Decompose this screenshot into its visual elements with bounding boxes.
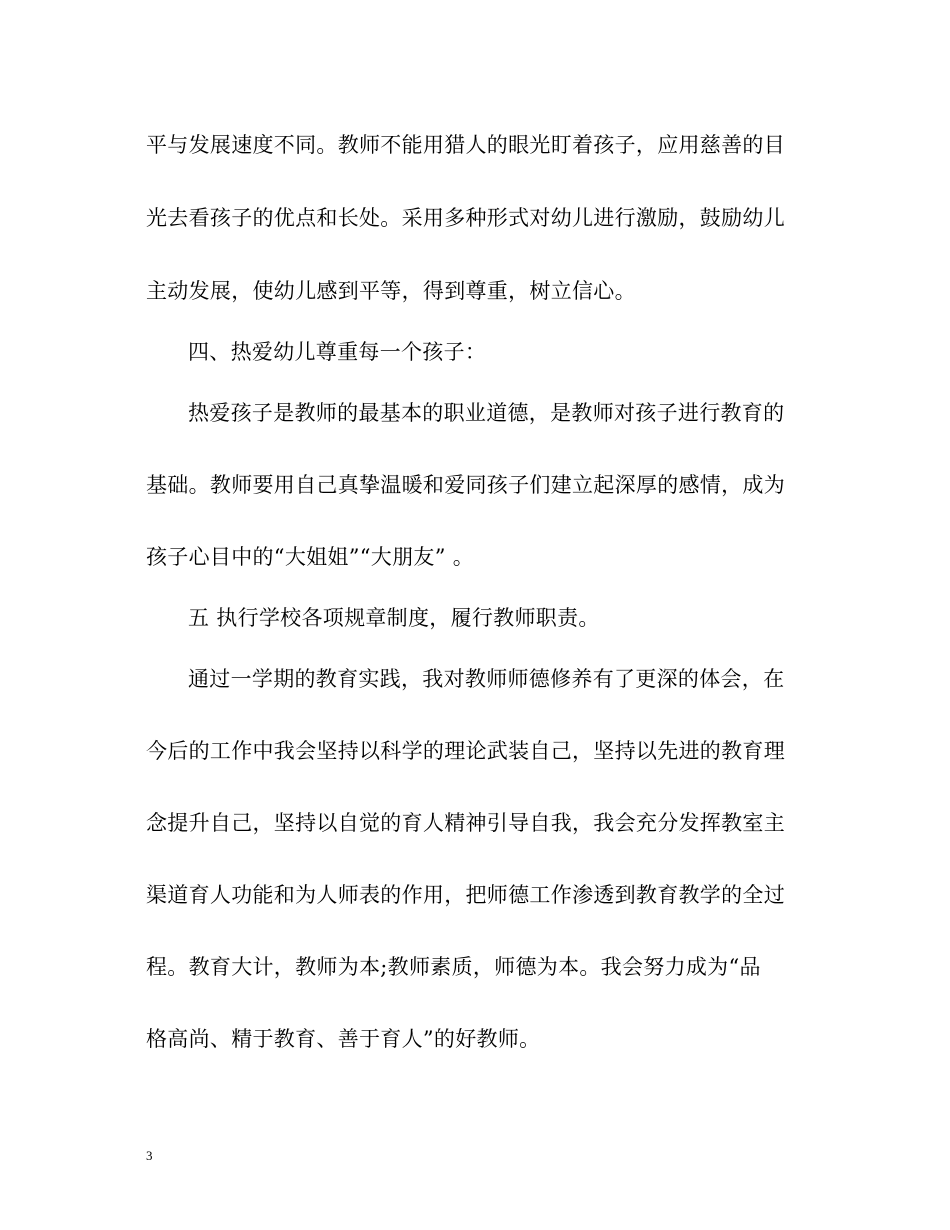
paragraph-line: 程。教育大计，教师为本;教师素质，师德为本。我会努力成为“品 xyxy=(146,955,761,979)
paragraph-line: 通过一学期的教育实践，我对教师师德修养有了更深的体会，在 xyxy=(188,667,785,691)
paragraph-line: 热爱孩子是教师的最基本的职业道德，是教师对孩子进行教育的 xyxy=(188,401,785,425)
paragraph-line: 渠道育人功能和为人师表的作用，把师德工作渗透到教育教学的全过 xyxy=(146,883,785,907)
paragraph-line: 平与发展速度不同。教师不能用猎人的眼光盯着孩子，应用慈善的目 xyxy=(146,133,785,157)
paragraph-line: 孩子心目中的“大姐姐”“大朋友” 。 xyxy=(146,545,475,569)
section-heading: 五 执行学校各项规章制度，履行教师职责。 xyxy=(188,606,600,630)
paragraph-line: 基础。教师要用自己真挚温暖和爱同孩子们建立起深厚的感情，成为 xyxy=(146,473,785,497)
paragraph-line: 格高尚、精于教育、善于育人”的好教师。 xyxy=(146,1027,541,1051)
paragraph-line: 今后的工作中我会坚持以科学的理论武装自己，坚持以先进的教育理 xyxy=(146,739,785,763)
paragraph-line: 念提升自己，坚持以自觉的育人精神引导自我，我会充分发挥教室主 xyxy=(146,811,785,835)
section-heading: 四、热爱幼儿尊重每一个孩子： xyxy=(188,340,487,364)
page-number: 3 xyxy=(146,1148,153,1163)
paragraph-line: 主动发展，使幼儿感到平等，得到尊重，树立信心。 xyxy=(146,279,636,303)
paragraph-line: 光去看孩子的优点和长处。采用多种形式对幼儿进行激励，鼓励幼儿 xyxy=(146,206,785,230)
